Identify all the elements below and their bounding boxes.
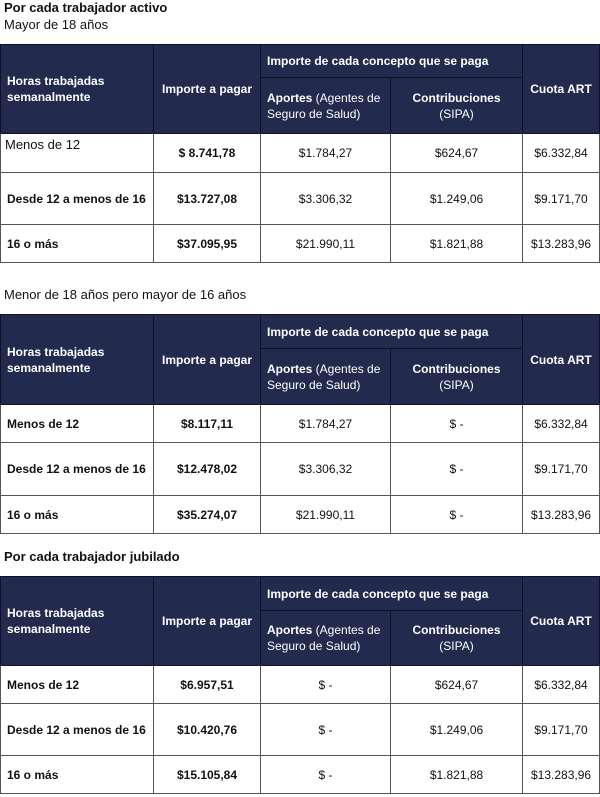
cell-cuota: $6.332,84 (523, 134, 600, 173)
cell-cuota: $9.171,70 (523, 704, 600, 756)
cell-aportes: $3.306,32 (261, 443, 391, 496)
cell-aportes: $ - (261, 666, 391, 704)
header-horas: Horas trabajadas semanalmente (1, 315, 154, 405)
cell-importe: $15.105,84 (154, 756, 261, 794)
cell-contribuciones: $1.821,88 (391, 225, 523, 263)
table-row (1, 225, 600, 263)
table-row (1, 756, 600, 794)
cell-importe: $12.478,02 (154, 443, 261, 496)
table-activo-16-18 (0, 314, 600, 534)
cell-aportes: $21.990,11 (261, 225, 391, 263)
cell-aportes: $1.784,27 (261, 134, 391, 173)
table-jubilado (0, 576, 600, 794)
table-row (1, 666, 600, 704)
table-row (1, 405, 600, 443)
header-concepto: Importe de cada concepto que se paga (261, 315, 523, 349)
header-aportes: Aportes (Agentes de Seguro de Salud) (261, 78, 391, 134)
cell-aportes: $ - (261, 756, 391, 794)
section-title-activo: Por cada trabajador activo (4, 0, 168, 15)
header-importe: Importe a pagar (154, 577, 261, 666)
table-row (1, 443, 600, 496)
section-subtitle-menor-18: Menor de 18 años pero mayor de 16 años (4, 287, 247, 302)
cell-horas: Desde 12 a menos de 16 (1, 173, 154, 225)
cell-horas: Menos de 12 (1, 134, 154, 173)
cell-contribuciones: $624,67 (391, 666, 523, 704)
header-aportes: Aportes (Agentes de Seguro de Salud) (261, 611, 391, 666)
header-contribuciones: Contribuciones (SIPA) (391, 611, 523, 666)
header-contribuciones: Contribuciones (SIPA) (391, 78, 523, 134)
table-row (1, 704, 600, 756)
header-concepto: Importe de cada concepto que se paga (261, 577, 523, 611)
header-cuota: Cuota ART (523, 577, 600, 666)
cell-importe: $ 8.741,78 (154, 134, 261, 173)
cell-cuota: $13.283,96 (523, 756, 600, 794)
header-contribuciones: Contribuciones (SIPA) (391, 349, 523, 405)
cell-importe: $8.117,11 (154, 405, 261, 443)
cell-importe: $35.274,07 (154, 496, 261, 534)
section-title-jubilado: Por cada trabajador jubilado (4, 549, 180, 564)
cell-contribuciones: $1.249,06 (391, 704, 523, 756)
cell-aportes: $ - (261, 704, 391, 756)
header-horas: Horas trabajadas semanalmente (1, 577, 154, 666)
cell-importe: $37.095,95 (154, 225, 261, 263)
header-cuota: Cuota ART (523, 45, 600, 134)
cell-horas: Desde 12 a menos de 16 (1, 704, 154, 756)
cell-contribuciones: $ - (391, 405, 523, 443)
cell-contribuciones: $ - (391, 443, 523, 496)
cell-cuota: $6.332,84 (523, 666, 600, 704)
section-subtitle-mayor-18: Mayor de 18 años (4, 17, 109, 32)
cell-aportes: $1.784,27 (261, 405, 391, 443)
cell-contribuciones: $1.821,88 (391, 756, 523, 794)
cell-contribuciones: $ - (391, 496, 523, 534)
cell-aportes: $3.306,32 (261, 173, 391, 225)
cell-importe: $6.957,51 (154, 666, 261, 704)
header-importe: Importe a pagar (154, 45, 261, 134)
header-cuota: Cuota ART (523, 315, 600, 405)
cell-cuota: $13.283,96 (523, 225, 600, 263)
cell-importe: $10.420,76 (154, 704, 261, 756)
table-row (1, 173, 600, 225)
cell-importe: $13.727,08 (154, 173, 261, 225)
cell-contribuciones: $1.249,06 (391, 173, 523, 225)
cell-horas: Menos de 12 (1, 405, 154, 443)
cell-horas: Menos de 12 (1, 666, 154, 704)
cell-cuota: $6.332,84 (523, 405, 600, 443)
cell-cuota: $9.171,70 (523, 173, 600, 225)
cell-cuota: $13.283,96 (523, 496, 600, 534)
table-activo-mayor-18 (0, 44, 600, 263)
table-row (1, 496, 600, 534)
cell-horas: Desde 12 a menos de 16 (1, 443, 154, 496)
cell-contribuciones: $624,67 (391, 134, 523, 173)
header-horas: Horas trabajadas semanalmente (1, 45, 154, 134)
cell-aportes: $21.990,11 (261, 496, 391, 534)
header-importe: Importe a pagar (154, 315, 261, 405)
header-aportes: Aportes (Agentes de Seguro de Salud) (261, 349, 391, 405)
cell-horas: 16 o más (1, 225, 154, 263)
table-row (1, 134, 600, 173)
cell-horas: 16 o más (1, 496, 154, 534)
header-concepto: Importe de cada concepto que se paga (261, 45, 523, 78)
cell-cuota: $9.171,70 (523, 443, 600, 496)
cell-horas: 16 o más (1, 756, 154, 794)
